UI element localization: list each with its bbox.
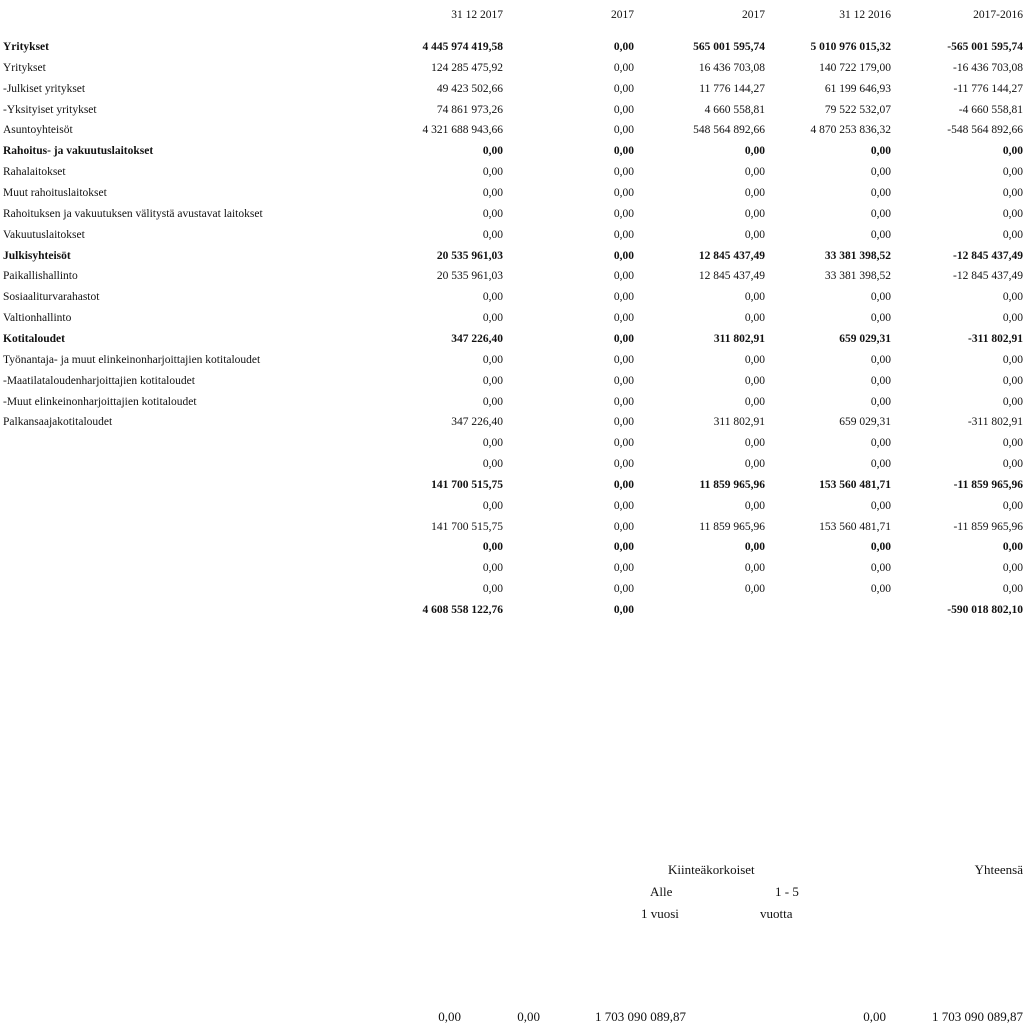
cell-col-3: 11 859 965,96	[699, 478, 765, 491]
cell-col-5: -311 802,91	[968, 332, 1023, 345]
cell-col-2: 0,00	[613, 270, 634, 283]
cell-col-3: 12 845 437,49	[698, 249, 765, 262]
cell-col-1: 0,00	[482, 583, 503, 596]
cell-col-2: 0,00	[613, 61, 634, 74]
cell-col-2: 0,00	[613, 291, 634, 304]
cell-col-5: 0,00	[1002, 541, 1023, 554]
cell-col-3: 4 660 558,81	[704, 103, 765, 116]
cell-col-4: 0,00	[870, 499, 891, 512]
cell-col-1: 141 700 515,75	[431, 478, 503, 491]
cell-col-5: -311 802,91	[967, 416, 1023, 429]
cell-col-1: 0,00	[482, 166, 503, 179]
cell-col-4: 33 381 398,52	[824, 249, 891, 262]
cell-col-4: 61 199 646,93	[824, 82, 891, 95]
row-label: Kotitaloudet	[3, 332, 65, 345]
col-header-1: 31 12 2017	[451, 9, 503, 21]
table-row	[0, 204, 1024, 225]
total-header: Yhteensä	[974, 862, 1023, 877]
cell-col-2: 0,00	[613, 332, 634, 345]
cell-col-4: 0,00	[870, 395, 891, 408]
cell-col-1: 0,00	[482, 353, 503, 366]
table-row	[0, 558, 1024, 579]
cell-col-3: 0,00	[744, 395, 765, 408]
table-row	[0, 392, 1024, 413]
table-row	[0, 120, 1024, 141]
cell-col-3: 0,00	[744, 437, 765, 450]
table-row	[0, 58, 1024, 79]
table-row	[0, 79, 1024, 100]
row-label: -Yksityiset yritykset	[3, 103, 97, 116]
table-row	[0, 579, 1024, 600]
cell-col-4: 79 522 532,07	[824, 103, 891, 116]
cell-col-1: 49 423 502,66	[436, 82, 503, 95]
cell-col-4: 0,00	[870, 228, 891, 241]
cell-col-1: 347 226,40	[451, 332, 503, 345]
cell-col-5: -11 859 965,96	[953, 520, 1023, 533]
cell-col-4: 0,00	[870, 437, 891, 450]
cell-col-1: 20 535 961,03	[436, 270, 503, 283]
cell-col-3: 565 001 595,74	[693, 41, 765, 53]
cell-col-5: -11 859 965,96	[953, 478, 1023, 491]
cell-col-2: 0,00	[613, 82, 634, 95]
row-label: Muut rahoituslaitokset	[3, 187, 107, 199]
cell-col-4: 0,00	[870, 291, 891, 304]
cell-col-5: 0,00	[1002, 145, 1023, 158]
cell-col-3: 0,00	[744, 562, 765, 575]
cell-col-2: 0,00	[613, 312, 634, 325]
cell-col-3: 11 859 965,96	[699, 520, 765, 533]
cell-col-2: 0,00	[613, 437, 634, 450]
bottom-value: 0,00	[517, 1009, 540, 1024]
bottom-value: 1 703 090 089,87	[932, 1009, 1023, 1024]
cell-col-1: 0,00	[482, 541, 503, 554]
table-row	[0, 266, 1024, 287]
cell-col-1: 0,00	[482, 458, 503, 470]
cell-col-1: 0,00	[482, 562, 503, 575]
cell-col-2: 0,00	[613, 228, 634, 241]
cell-col-4: 0,00	[870, 353, 891, 366]
cell-col-1: 0,00	[482, 499, 503, 512]
fixed-rate-header: Kiinteäkorkoiset	[668, 862, 755, 877]
cell-col-3: 311 802,91	[713, 416, 765, 429]
cell-col-4: 33 381 398,52	[824, 270, 891, 283]
cell-col-1: 124 285 475,92	[431, 61, 503, 74]
cell-col-2: 0,00	[613, 41, 634, 53]
cell-col-4: 5 010 976 015,32	[810, 41, 891, 53]
cell-col-5: 0,00	[1002, 312, 1023, 325]
table-row	[0, 537, 1024, 558]
row-label: -Julkiset yritykset	[3, 82, 86, 95]
cell-col-1: 347 226,40	[451, 416, 503, 429]
cell-col-5: 0,00	[1002, 562, 1023, 575]
table-row	[0, 162, 1024, 183]
row-label: Työnantaja- ja muut elinkeinonharjoittajien kotitaloudet	[3, 353, 261, 366]
row-label: Palkansaajakotitaloudet	[3, 416, 113, 429]
cell-col-5: 0,00	[1002, 374, 1023, 387]
table-row	[0, 412, 1024, 433]
cell-col-1: 0,00	[482, 374, 503, 387]
cell-col-1: 0,00	[482, 437, 503, 450]
1-5-years-label-line2: vuotta	[760, 906, 793, 921]
cell-col-4: 0,00	[870, 187, 891, 199]
row-label: Sosiaaliturvarahastot	[3, 291, 100, 304]
table-row	[0, 496, 1024, 517]
cell-col-4: 659 029,31	[839, 332, 891, 345]
cell-col-3: 12 845 437,49	[698, 270, 765, 283]
table-row	[0, 287, 1024, 308]
cell-col-3: 0,00	[744, 499, 765, 512]
cell-col-2: 0,00	[613, 249, 634, 262]
cell-col-2: 0,00	[613, 499, 634, 512]
cell-col-5: 0,00	[1002, 395, 1023, 408]
bottom-value: 0,00	[438, 1009, 461, 1024]
cell-col-2: 0,00	[613, 541, 634, 554]
cell-col-5: 0,00	[1002, 228, 1023, 241]
table-row	[0, 371, 1024, 392]
cell-col-4: 4 870 253 836,32	[810, 124, 891, 137]
under-1-year-label-line1: Alle	[650, 884, 673, 899]
cell-col-3: 0,00	[744, 541, 765, 554]
col-header-4: 31 12 2016	[839, 9, 891, 21]
table-row	[0, 454, 1024, 475]
cell-col-5: 0,00	[1002, 499, 1023, 512]
cell-col-1: 141 700 515,75	[431, 520, 503, 533]
cell-col-1: 4 608 558 122,76	[422, 604, 503, 616]
cell-col-5: 0,00	[1002, 207, 1023, 220]
cell-col-1: 0,00	[482, 207, 503, 220]
cell-col-2: 0,00	[613, 458, 634, 470]
cell-col-2: 0,00	[613, 520, 634, 533]
table-row	[0, 329, 1024, 350]
cell-col-1: 0,00	[482, 291, 503, 304]
cell-col-5: -565 001 595,74	[947, 41, 1023, 53]
row-label: -Muut elinkeinonharjoittajien kotitaloudet	[3, 395, 197, 408]
cell-col-1: 4 445 974 419,58	[422, 41, 503, 53]
cell-col-2: 0,00	[613, 124, 634, 137]
table-row	[0, 183, 1024, 204]
cell-col-3: 0,00	[744, 207, 765, 220]
cell-col-4: 153 560 481,71	[819, 478, 891, 491]
col-header-3: 2017	[742, 9, 765, 21]
cell-col-2: 0,00	[613, 187, 634, 199]
row-label: Valtionhallinto	[3, 312, 72, 325]
cell-col-3: 0,00	[744, 458, 765, 470]
cell-col-3: 0,00	[744, 353, 765, 366]
cell-col-4: 140 722 179,00	[819, 61, 891, 74]
table-row	[0, 141, 1024, 162]
cell-col-3: 0,00	[744, 291, 765, 304]
cell-col-4: 0,00	[870, 145, 891, 158]
table-row	[0, 308, 1024, 329]
cell-col-3: 0,00	[744, 312, 765, 325]
table-row	[0, 517, 1024, 538]
row-label: Rahoituksen ja vakuutuksen välitystä avustavat laitokset	[3, 207, 263, 220]
row-label: Rahalaitokset	[3, 166, 66, 179]
table-row	[0, 433, 1024, 454]
table-row	[0, 475, 1024, 496]
row-label: Rahoitus- ja vakuutuslaitokset	[3, 145, 154, 158]
row-label: Julkisyhteisöt	[3, 249, 71, 262]
cell-col-5: 0,00	[1002, 353, 1023, 366]
cell-col-4: 0,00	[870, 458, 891, 470]
cell-col-2: 0,00	[613, 478, 634, 491]
cell-col-4: 0,00	[870, 207, 891, 220]
cell-col-5: 0,00	[1002, 187, 1023, 199]
under-1-year-label-line2: 1 vuosi	[641, 906, 679, 921]
bottom-value: 1 703 090 089,87	[595, 1009, 686, 1024]
cell-col-4: 0,00	[870, 374, 891, 387]
cell-col-5: 0,00	[1002, 166, 1023, 179]
cell-col-2: 0,00	[613, 166, 634, 179]
cell-col-2: 0,00	[613, 207, 634, 220]
cell-col-1: 4 321 688 943,66	[422, 124, 503, 137]
cell-col-5: -11 776 144,27	[953, 82, 1023, 95]
bottom-value: 0,00	[863, 1009, 886, 1024]
cell-col-5: -4 660 558,81	[958, 103, 1023, 116]
1-5-years-label-line1: 1 - 5	[775, 884, 799, 899]
cell-col-4: 0,00	[870, 166, 891, 179]
cell-col-5: -12 845 437,49	[953, 249, 1023, 262]
cell-col-4: 0,00	[870, 583, 891, 596]
cell-col-1: 0,00	[482, 187, 503, 199]
cell-col-2: 0,00	[613, 145, 634, 158]
cell-col-3: 16 436 703,08	[698, 61, 765, 74]
cell-col-5: -16 436 703,08	[953, 61, 1023, 74]
cell-col-3: 0,00	[744, 187, 765, 199]
cell-col-5: -590 018 802,10	[947, 604, 1023, 616]
table-row	[0, 600, 1024, 621]
cell-col-2: 0,00	[613, 353, 634, 366]
table-row	[0, 350, 1024, 371]
row-label: -Maatilataloudenharjoittajien kotitaloudet	[3, 374, 195, 387]
cell-col-1: 0,00	[482, 312, 503, 325]
cell-col-5: -12 845 437,49	[953, 270, 1023, 283]
cell-col-4: 0,00	[870, 562, 891, 575]
cell-col-1: 0,00	[482, 395, 503, 408]
cell-col-5: 0,00	[1002, 291, 1023, 304]
cell-col-3: 548 564 892,66	[693, 124, 765, 137]
table-row	[0, 246, 1024, 267]
cell-col-2: 0,00	[613, 416, 634, 429]
cell-col-4: 0,00	[870, 312, 891, 325]
cell-col-2: 0,00	[613, 562, 634, 575]
cell-col-4: 153 560 481,71	[819, 520, 891, 533]
cell-col-5: 0,00	[1002, 437, 1023, 450]
cell-col-2: 0,00	[613, 583, 634, 596]
cell-col-3: 11 776 144,27	[699, 82, 765, 95]
table-row	[0, 37, 1024, 58]
table-row	[0, 225, 1024, 246]
cell-col-3: 0,00	[744, 583, 765, 596]
cell-col-3: 0,00	[744, 228, 765, 241]
col-header-2: 2017	[611, 9, 634, 21]
cell-col-1: 0,00	[482, 145, 503, 158]
cell-col-3: 0,00	[744, 374, 765, 387]
cell-col-2: 0,00	[613, 604, 634, 616]
cell-col-5: -548 564 892,66	[947, 124, 1023, 137]
row-label: Yritykset	[3, 41, 49, 53]
cell-col-1: 20 535 961,03	[436, 249, 503, 262]
cell-col-2: 0,00	[613, 374, 634, 387]
cell-col-5: 0,00	[1002, 458, 1023, 470]
row-label: Yritykset	[3, 61, 46, 74]
col-header-5: 2017-2016	[973, 9, 1023, 21]
row-label: Paikallishallinto	[3, 270, 78, 283]
row-label: Asuntoyhteisöt	[3, 124, 73, 137]
row-label: Vakuutuslaitokset	[3, 228, 85, 241]
table-row	[0, 100, 1024, 121]
cell-col-5: 0,00	[1002, 583, 1023, 596]
cell-col-2: 0,00	[613, 395, 634, 408]
cell-col-4: 0,00	[870, 541, 891, 554]
cell-col-3: 0,00	[744, 145, 765, 158]
cell-col-3: 0,00	[744, 166, 765, 179]
cell-col-2: 0,00	[613, 103, 634, 116]
cell-col-3: 311 802,91	[713, 332, 765, 345]
cell-col-1: 0,00	[482, 228, 503, 241]
cell-col-1: 74 861 973,26	[436, 103, 503, 116]
cell-col-4: 659 029,31	[839, 416, 891, 429]
